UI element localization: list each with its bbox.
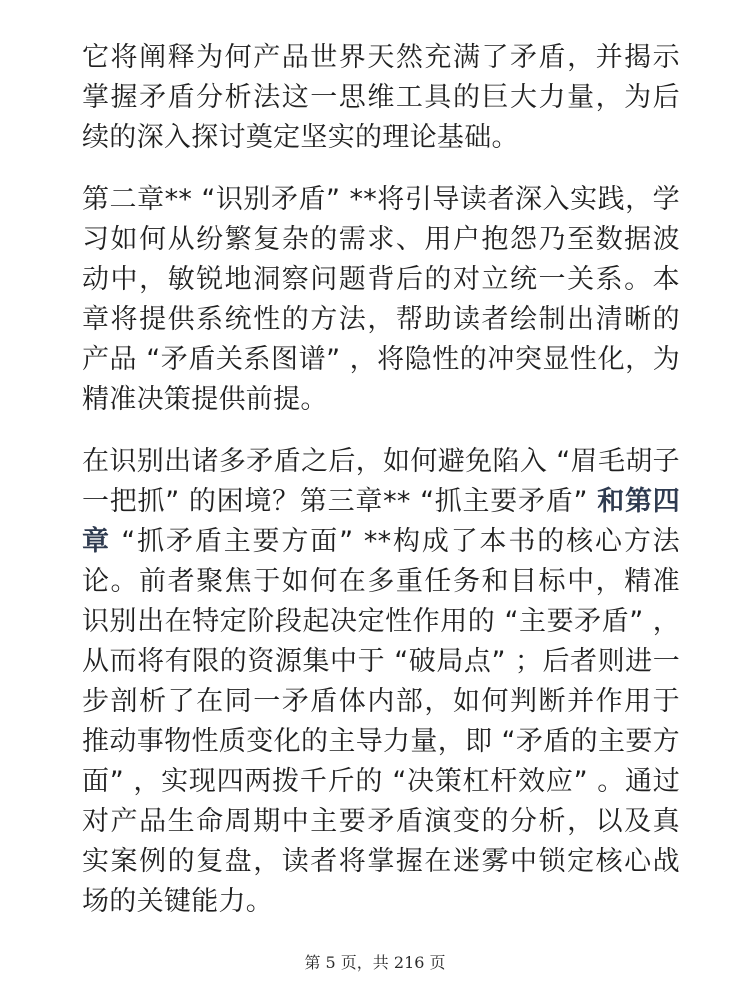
paragraph-3-bold-text: 和第四章 xyxy=(82,486,680,557)
paragraph-3 xyxy=(82,442,680,922)
paragraph-2: 第二章** “识别矛盾” **将引导读者深入实践，学习如何从纷繁复杂的需求、用户抱怨乃至数据波动中，敏锐地洞察问题背后的对立统一关系。本章将提供系统性的方法，帮助读者绘制出清晰的产品 “矛盾关系图谱” ，将隐性的冲突显性化，为精准决策提供前提。 xyxy=(82,184,680,415)
paragraph-3-text-before: 在识别出诸多矛盾之后，如何避免陷入 “眉毛胡子一把抓” 的困境？第三章** “抓主要矛盾” xyxy=(82,446,680,517)
paragraph-1: 它将阐释为何产品世界天然充满了矛盾，并揭示掌握矛盾分析法这一思维工具的巨大力量，为后续的深入探讨奠定坚实的理论基础。 xyxy=(82,42,680,153)
page-number-footer: 第 5 页，共 216 页 xyxy=(304,953,446,972)
paragraph-3-text-after: “抓矛盾主要方面” **构成了本书的核心方法论。前者聚焦于如何在多重任务和目标中，精准识别出在特定阶段起决定性作用的 “主要矛盾” ，从而将有限的资源集中于 “破局点” ；后者则进一步剖析了在同一矛盾体内部，如何判断并作用于推动事物性质变化的主导力量，即 “矛盾的主要方面” ，实现四两拨千斤的 “决策杠杆效应” 。通过对产品生命周期中主要矛盾演变的分析，以及真实案例的复盘，读者将掌握在迷雾中锁定核心战场的关键能力。 xyxy=(82,526,680,917)
